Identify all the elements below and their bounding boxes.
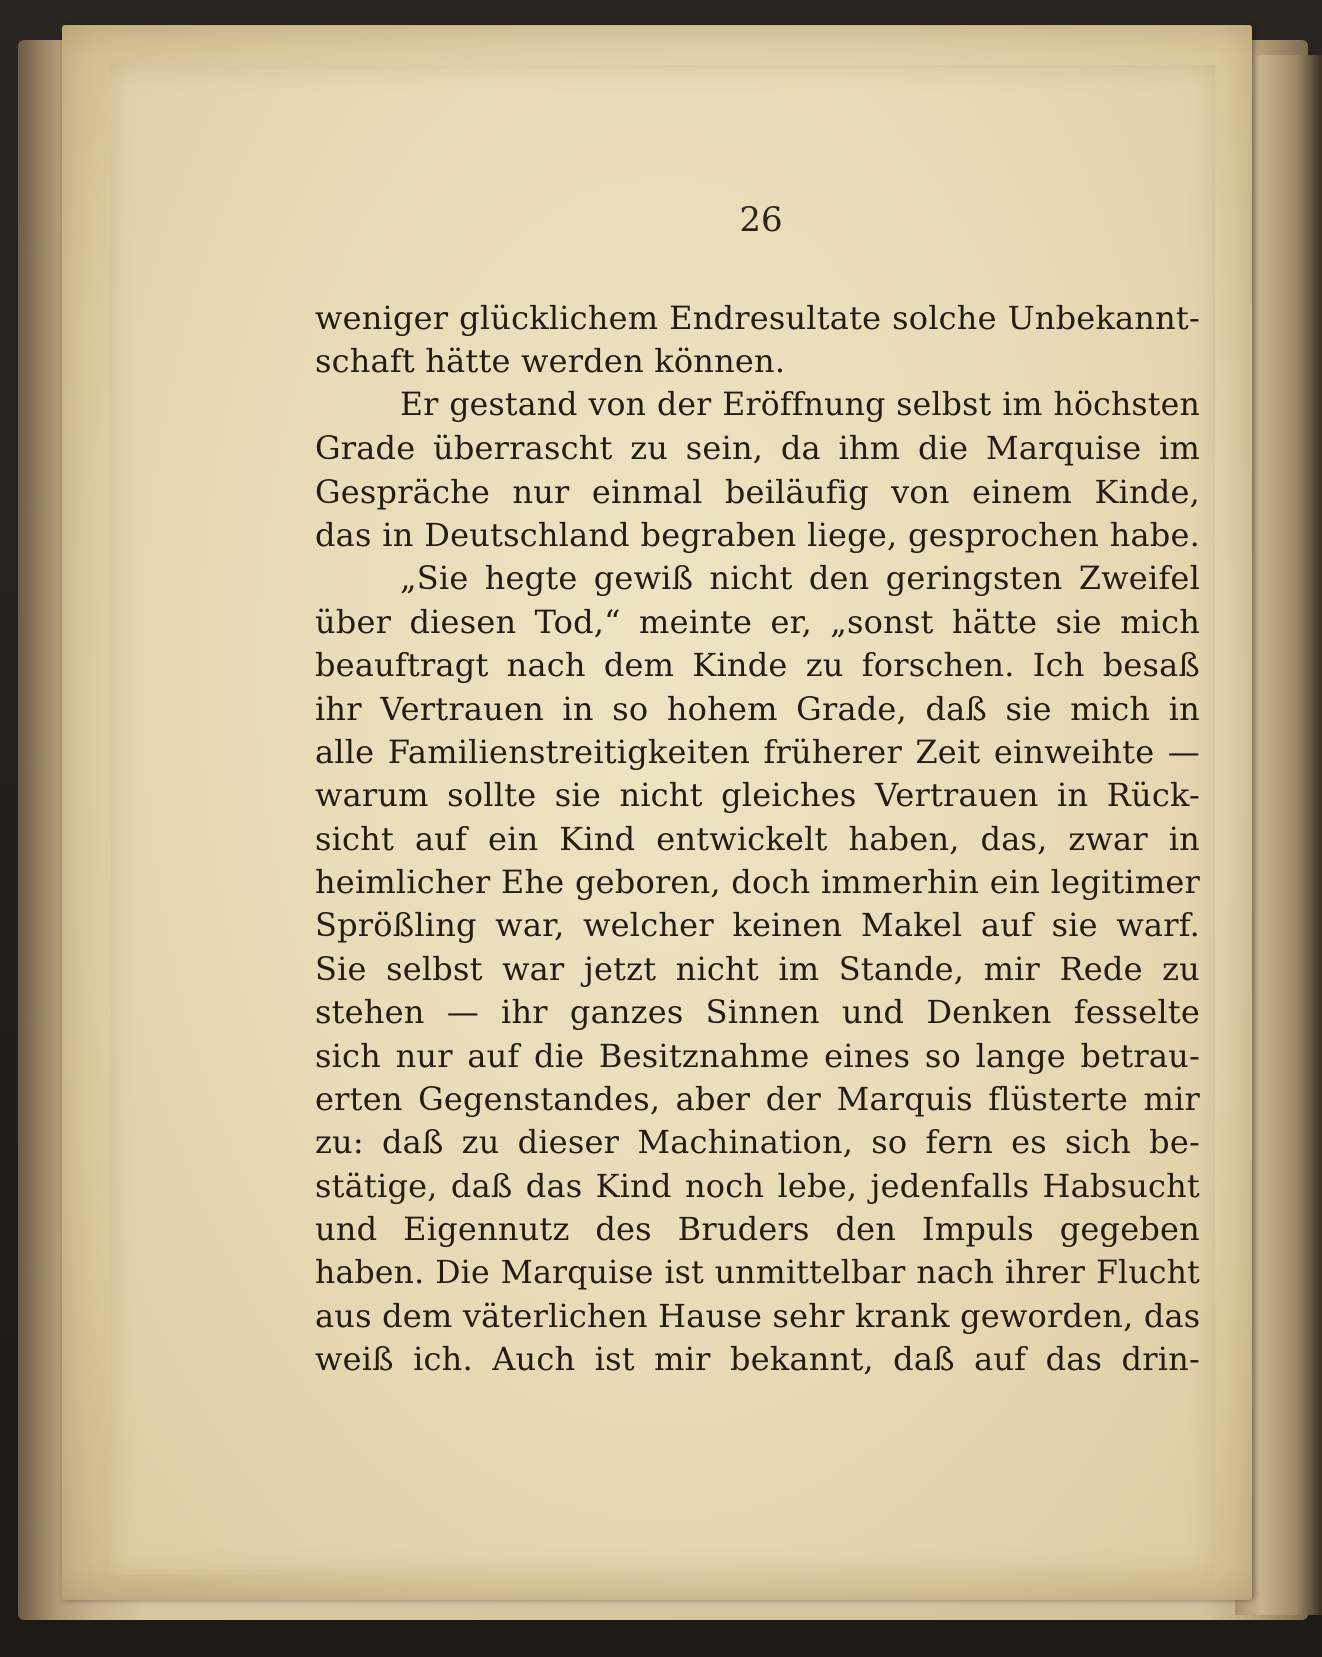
text-line: haben. Die Marquise ist unmittelbar nach ihrer Flucht bbox=[315, 1254, 1200, 1291]
text-line: Grade überrascht zu sein, da ihm die Marquise im bbox=[315, 429, 1200, 468]
text-line: stätige, daß das Kind noch lebe, jedenfalls Habsucht bbox=[315, 1166, 1200, 1205]
text-line: Sprößling war, welcher keinen Makel auf sie warf. bbox=[315, 906, 1200, 945]
text-line: Er gestand von der Eröffnung selbst im höchsten bbox=[400, 386, 1200, 423]
text-line: schaft hätte werden können. bbox=[315, 342, 786, 381]
text-line: weiß ich. Auch ist mir bekannt, daß auf das drin- bbox=[315, 1340, 1200, 1379]
text-line: das in Deutschland begraben liege, gesprochen habe. bbox=[315, 515, 1200, 554]
text-line: sich nur auf die Besitznahme eines so lange betrau- bbox=[315, 1036, 1200, 1075]
text-line: Gespräche nur einmal beiläufig von einem Kinde, bbox=[315, 472, 1200, 511]
text-line: Sie selbst war jetzt nicht im Stande, mir Rede zu bbox=[315, 949, 1200, 988]
text-line: „Sie hegte gewiß nicht den geringsten Zweifel bbox=[400, 559, 1200, 598]
text-line: sicht auf ein Kind entwickelt haben, das, zwar in bbox=[315, 819, 1200, 858]
text-line: über diesen Tod,“ meinte er, „sonst hätte sie mich bbox=[315, 602, 1200, 641]
text-line: warum sollte sie nicht gleiches Vertrauen in Rück- bbox=[315, 776, 1200, 815]
text-line: und Eigennutz des Bruders den Impuls gegeben bbox=[315, 1210, 1200, 1249]
text-line: stehen — ihr ganzes Sinnen und Denken fesselte bbox=[315, 993, 1200, 1032]
text-line: beauftragt nach dem Kinde zu forschen. Ich besaß bbox=[315, 646, 1200, 685]
page-text-block bbox=[315, 297, 1200, 1382]
text-line: ihr Vertrauen in so hohem Grade, daß sie mich in bbox=[315, 689, 1200, 728]
text-line: erten Gegenstandes, aber der Marquis flüsterte mir bbox=[315, 1080, 1200, 1119]
page-number: 26 bbox=[739, 200, 783, 240]
text-line: weniger glücklichem Endresultate solche Unbekannt- bbox=[315, 299, 1200, 337]
text-line: aus dem väterlichen Hause sehr krank geworden, das bbox=[315, 1296, 1201, 1335]
text-line: zu: daß zu dieser Machination, so fern es sich be- bbox=[315, 1123, 1200, 1162]
text-line: heimlicher Ehe geboren, doch immerhin ein legitimer bbox=[315, 863, 1200, 902]
text-line: alle Familienstreitigkeiten früherer Zeit einweihte — bbox=[315, 732, 1200, 771]
